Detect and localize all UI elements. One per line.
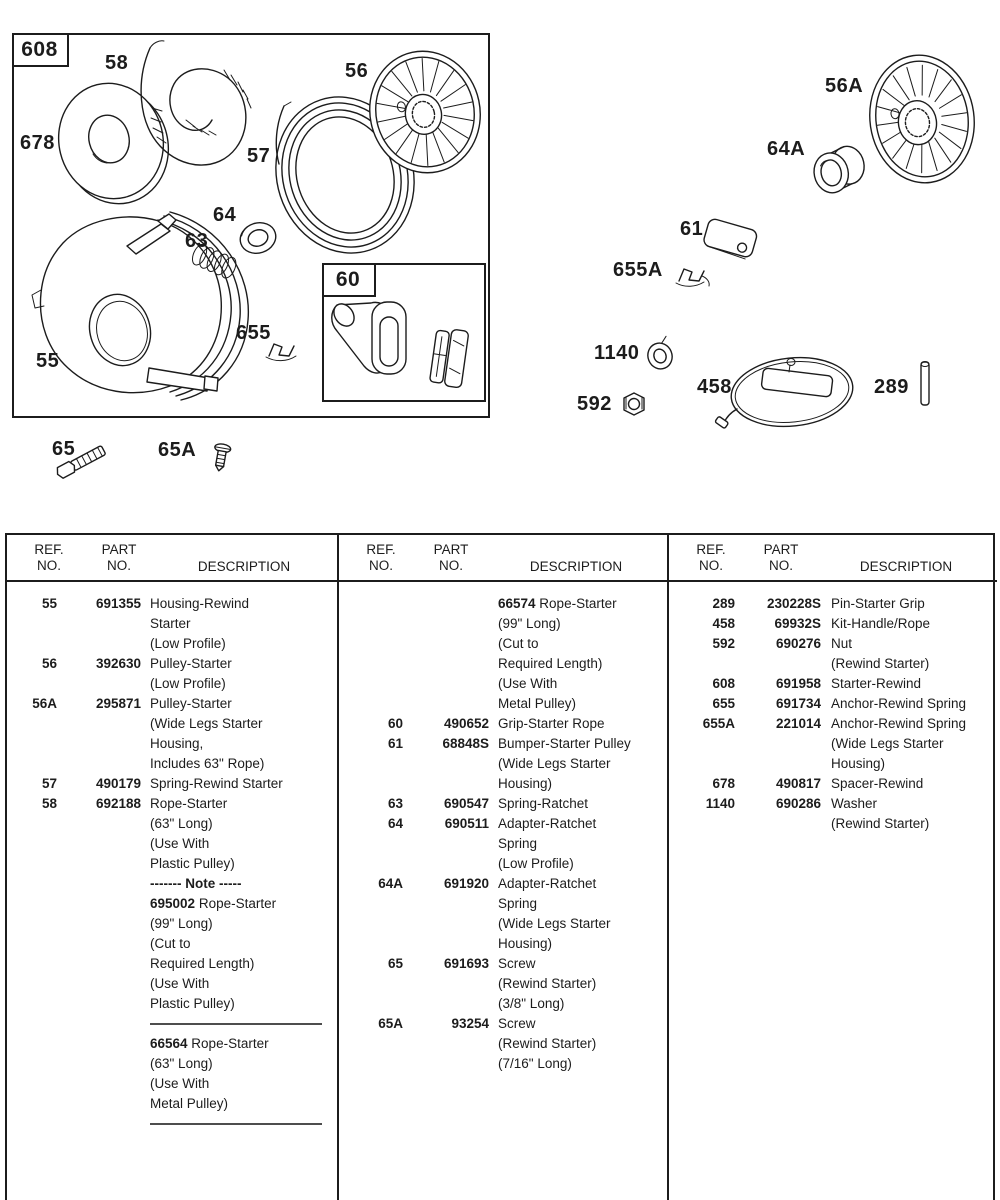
description-text: (Low Profile) bbox=[150, 636, 226, 651]
part-no: 392630 bbox=[95, 656, 141, 671]
description-text: Kit-Handle/Rope bbox=[831, 616, 931, 631]
diagram-label-layer bbox=[0, 0, 1000, 533]
ref-no: 61 bbox=[387, 736, 403, 751]
parts-table-line bbox=[7, 1054, 337, 1074]
description-text: ------- Note ----- bbox=[150, 876, 242, 891]
description-text: (Wide Legs Starter bbox=[831, 736, 944, 751]
table-header bbox=[7, 535, 337, 582]
parts-table-line bbox=[7, 854, 337, 874]
parts-table-line bbox=[669, 674, 997, 694]
parts-table-line bbox=[7, 794, 337, 814]
part-label-1140: 1140 bbox=[594, 342, 640, 364]
parts-table-line bbox=[7, 614, 337, 634]
part-label-592: 592 bbox=[577, 393, 612, 415]
parts-table-line bbox=[7, 894, 337, 914]
table-header bbox=[339, 535, 667, 582]
parts-table-line bbox=[669, 694, 997, 714]
parts-table-line bbox=[339, 794, 667, 814]
description-header: DESCRIPTION bbox=[197, 559, 291, 574]
description-text: (Rewind Starter) bbox=[498, 976, 597, 991]
ref-no: 64 bbox=[387, 816, 403, 831]
parts-table-line bbox=[669, 814, 997, 834]
ref-no-header: REF. NO. bbox=[34, 542, 64, 573]
parts-table-line bbox=[669, 634, 997, 654]
parts-table-line bbox=[669, 774, 997, 794]
description-text: Grip-Starter Rope bbox=[498, 716, 605, 731]
description-text: (63" Long) bbox=[150, 816, 213, 831]
part-label-56: 56 bbox=[345, 60, 369, 82]
parts-table-line bbox=[7, 754, 337, 774]
parts-table-line bbox=[339, 694, 667, 714]
description-text: (7/16" Long) bbox=[498, 1056, 572, 1071]
description-text: Plastic Pulley) bbox=[150, 856, 235, 871]
description-header: DESCRIPTION bbox=[529, 559, 623, 574]
description-text: Adapter-Ratchet bbox=[498, 876, 597, 891]
part-no: 690547 bbox=[443, 796, 489, 811]
parts-table-line bbox=[669, 654, 997, 674]
part-label-57: 57 bbox=[247, 145, 271, 167]
parts-table-line bbox=[7, 914, 337, 934]
table-header bbox=[669, 535, 997, 582]
part-label-60: 60 bbox=[322, 263, 376, 297]
description-text: Starter-Rewind bbox=[831, 676, 922, 691]
ref-no: 678 bbox=[712, 776, 735, 791]
description-text: Screw bbox=[498, 1016, 536, 1031]
part-no: 692188 bbox=[95, 796, 141, 811]
parts-table-line bbox=[7, 834, 337, 854]
parts-table-line bbox=[339, 914, 667, 934]
part-label-55: 55 bbox=[36, 350, 60, 372]
description-text: (99" Long) bbox=[498, 616, 561, 631]
part-label-608: 608 bbox=[12, 33, 69, 67]
parts-table-line bbox=[339, 774, 667, 794]
part-no: 691355 bbox=[95, 596, 141, 611]
ref-no: 58 bbox=[41, 796, 57, 811]
parts-table-line bbox=[7, 634, 337, 654]
description-text: (Low Profile) bbox=[498, 856, 574, 871]
description-text: Pulley-Starter bbox=[150, 656, 232, 671]
parts-table-column-3 bbox=[667, 535, 997, 1200]
parts-table-line bbox=[669, 734, 997, 754]
part-no: 93254 bbox=[451, 1016, 489, 1031]
description-text: Spring-Ratchet bbox=[498, 796, 589, 811]
parts-table-line bbox=[7, 774, 337, 794]
part-no: 691958 bbox=[775, 676, 821, 691]
part-no: 691693 bbox=[443, 956, 489, 971]
parts-table-line bbox=[7, 1074, 337, 1094]
ref-no: 655A bbox=[702, 716, 735, 731]
parts-table-line bbox=[7, 674, 337, 694]
parts-table-line bbox=[7, 814, 337, 834]
parts-table-line bbox=[339, 954, 667, 974]
parts-table-line bbox=[669, 594, 997, 614]
description-text: (Rewind Starter) bbox=[498, 1036, 597, 1051]
description-text: Housing) bbox=[831, 756, 886, 771]
parts-table-line bbox=[339, 634, 667, 654]
description-divider-row bbox=[7, 1014, 337, 1034]
parts-table-line bbox=[7, 954, 337, 974]
description-text: Screw bbox=[498, 956, 536, 971]
description-text: Housing, bbox=[150, 736, 204, 751]
parts-table-line bbox=[339, 674, 667, 694]
description-text: Pulley-Starter bbox=[150, 696, 232, 711]
parts-table-line bbox=[339, 594, 667, 614]
description-text: (Rewind Starter) bbox=[831, 656, 930, 671]
parts-table-line bbox=[339, 714, 667, 734]
parts-table-line bbox=[669, 614, 997, 634]
parts-table-line bbox=[339, 754, 667, 774]
description-text: Housing-Rewind bbox=[150, 596, 250, 611]
parts-table-line bbox=[7, 654, 337, 674]
parts-table-line bbox=[339, 834, 667, 854]
part-label-65: 65 bbox=[52, 438, 76, 460]
parts-table-line bbox=[339, 854, 667, 874]
description-text: (99" Long) bbox=[150, 916, 213, 931]
ref-no-header: REF. NO. bbox=[366, 542, 396, 573]
parts-table-line bbox=[339, 974, 667, 994]
description-text: (Wide Legs Starter bbox=[498, 756, 611, 771]
description-text: Nut bbox=[831, 636, 853, 651]
ref-no-header: REF. NO. bbox=[696, 542, 726, 573]
part-label-678: 678 bbox=[20, 132, 55, 154]
part-label-458: 458 bbox=[697, 376, 732, 398]
description-divider bbox=[150, 1023, 322, 1025]
ref-no: 1140 bbox=[705, 796, 735, 811]
parts-table-line bbox=[669, 794, 997, 814]
parts-table-line bbox=[7, 1034, 337, 1054]
part-label-64A: 64A bbox=[767, 138, 806, 160]
parts-table-line bbox=[7, 934, 337, 954]
table-body-column-2 bbox=[339, 582, 667, 1074]
description-text: Metal Pulley) bbox=[498, 696, 577, 711]
description-text: (Rewind Starter) bbox=[831, 816, 930, 831]
description-text: Spring bbox=[498, 836, 538, 851]
parts-table-line bbox=[669, 754, 997, 774]
part-no-header: PART NO. bbox=[763, 542, 799, 573]
parts-table-line bbox=[339, 614, 667, 634]
ref-no: 289 bbox=[712, 596, 735, 611]
part-no: 690276 bbox=[775, 636, 821, 651]
description-text: Required Length) bbox=[150, 956, 255, 971]
ref-no: 655 bbox=[712, 696, 735, 711]
description-text: (Wide Legs Starter bbox=[150, 716, 263, 731]
ref-no: 56 bbox=[41, 656, 57, 671]
description-text: Bumper-Starter Pulley bbox=[498, 736, 631, 751]
parts-table-line bbox=[339, 994, 667, 1014]
part-no: 490652 bbox=[443, 716, 489, 731]
description-text: Anchor-Rewind Spring bbox=[831, 716, 967, 731]
parts-table-line bbox=[669, 714, 997, 734]
part-label-289: 289 bbox=[874, 376, 909, 398]
part-no-header: PART NO. bbox=[101, 542, 137, 573]
description-text: (Use With bbox=[498, 676, 558, 691]
parts-table-line bbox=[7, 734, 337, 754]
part-no: 68848S bbox=[442, 736, 489, 751]
description-text: (Use With bbox=[150, 1076, 210, 1091]
part-no: 69932S bbox=[774, 616, 821, 631]
description-text: 66564 Rope-Starter bbox=[150, 1036, 269, 1051]
part-no: 490817 bbox=[775, 776, 821, 791]
parts-table-line bbox=[7, 694, 337, 714]
description-text: Spring-Rewind Starter bbox=[150, 776, 283, 791]
ref-no: 60 bbox=[387, 716, 403, 731]
ref-no: 608 bbox=[712, 676, 735, 691]
ref-no: 63 bbox=[387, 796, 403, 811]
ref-no: 458 bbox=[712, 616, 735, 631]
description-text: 66574 Rope-Starter bbox=[498, 596, 617, 611]
description-text: Spacer-Rewind bbox=[831, 776, 924, 791]
part-no: 490179 bbox=[95, 776, 141, 791]
description-text: (Low Profile) bbox=[150, 676, 226, 691]
parts-table-line bbox=[339, 814, 667, 834]
description-text: (Wide Legs Starter bbox=[498, 916, 611, 931]
parts-table bbox=[5, 533, 995, 1200]
description-text: (63" Long) bbox=[150, 1056, 213, 1071]
part-no: 691920 bbox=[443, 876, 489, 891]
part-no: 295871 bbox=[95, 696, 141, 711]
description-text: (Use With bbox=[150, 976, 210, 991]
parts-table-line bbox=[339, 654, 667, 674]
description-text: (3/8" Long) bbox=[498, 996, 565, 1011]
part-label-655: 655 bbox=[236, 322, 271, 344]
description-text: Rope-Starter bbox=[150, 796, 228, 811]
parts-table-line bbox=[339, 734, 667, 754]
description-text: 695002 Rope-Starter bbox=[150, 896, 277, 911]
description-text: Housing) bbox=[498, 776, 553, 791]
part-label-655A: 655A bbox=[613, 259, 663, 281]
ref-no: 592 bbox=[712, 636, 735, 651]
description-divider bbox=[150, 1123, 322, 1125]
description-text: Includes 63" Rope) bbox=[150, 756, 265, 771]
description-text: Metal Pulley) bbox=[150, 1096, 229, 1111]
parts-table-line bbox=[7, 974, 337, 994]
part-no: 690511 bbox=[444, 816, 489, 831]
part-label-56A: 56A bbox=[825, 75, 864, 97]
description-text: (Use With bbox=[150, 836, 210, 851]
parts-table-line bbox=[339, 874, 667, 894]
parts-table-line bbox=[7, 594, 337, 614]
parts-table-line bbox=[7, 874, 337, 894]
part-label-63: 63 bbox=[185, 230, 209, 252]
part-no: 221014 bbox=[775, 716, 821, 731]
description-text: (Cut to bbox=[498, 636, 539, 651]
table-body-column-3 bbox=[669, 582, 997, 834]
parts-table-column-1 bbox=[7, 535, 337, 1200]
part-no: 690286 bbox=[775, 796, 821, 811]
description-header: DESCRIPTION bbox=[859, 559, 953, 574]
parts-table-line bbox=[7, 714, 337, 734]
ref-no: 57 bbox=[41, 776, 57, 791]
description-text: Anchor-Rewind Spring bbox=[831, 696, 967, 711]
part-label-61: 61 bbox=[680, 218, 704, 240]
ref-no: 56A bbox=[32, 696, 57, 711]
part-no: 230228S bbox=[766, 596, 821, 611]
description-text: (Cut to bbox=[150, 936, 191, 951]
parts-table-line bbox=[7, 1094, 337, 1114]
part-no-header: PART NO. bbox=[433, 542, 469, 573]
parts-table-line bbox=[339, 1034, 667, 1054]
part-label-58: 58 bbox=[105, 52, 129, 74]
description-text: Pin-Starter Grip bbox=[831, 596, 925, 611]
parts-table-line bbox=[339, 1054, 667, 1074]
parts-table-column-2 bbox=[337, 535, 667, 1200]
ref-no: 64A bbox=[378, 876, 403, 891]
description-text: Required Length) bbox=[498, 656, 603, 671]
parts-table-line bbox=[339, 934, 667, 954]
part-no: 691734 bbox=[775, 696, 821, 711]
description-text: Spring bbox=[498, 896, 538, 911]
description-text: Washer bbox=[831, 796, 878, 811]
description-text: Plastic Pulley) bbox=[150, 996, 235, 1011]
parts-table-line bbox=[339, 894, 667, 914]
ref-no: 65 bbox=[387, 956, 403, 971]
part-label-65A: 65A bbox=[158, 439, 197, 461]
description-text: Housing) bbox=[498, 936, 553, 951]
parts-table-line bbox=[7, 994, 337, 1014]
table-body-column-1 bbox=[7, 582, 337, 1134]
description-text: Starter bbox=[150, 616, 191, 631]
ref-no: 55 bbox=[41, 596, 57, 611]
ref-no: 65A bbox=[378, 1016, 403, 1031]
part-label-64: 64 bbox=[213, 204, 237, 226]
description-text: Adapter-Ratchet bbox=[498, 816, 597, 831]
description-divider-row bbox=[7, 1114, 337, 1134]
parts-table-line bbox=[339, 1014, 667, 1034]
